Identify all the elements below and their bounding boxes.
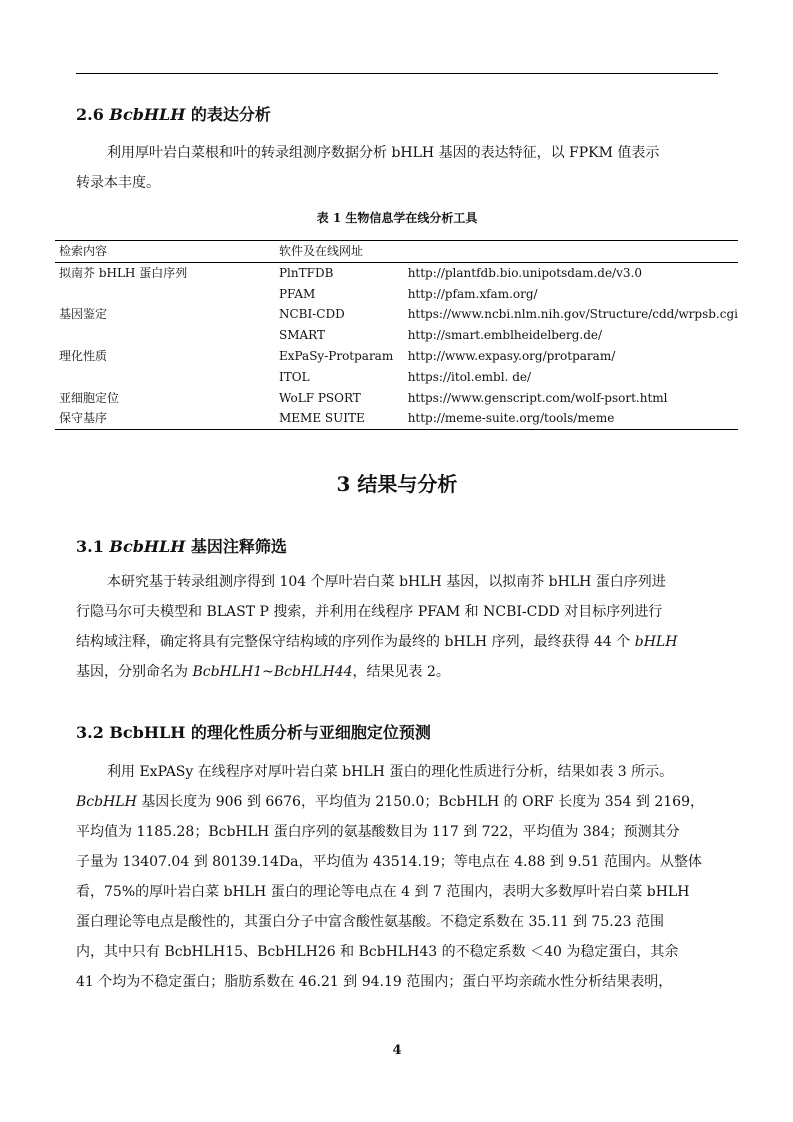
software-cell: SMART: [278, 328, 325, 343]
page-number: 4: [392, 1043, 402, 1058]
table-row: [55, 284, 738, 305]
url-cell: http://www.expasy.org/protparam/: [407, 348, 616, 363]
content-cell: [55, 325, 275, 346]
header-cell-url: [404, 241, 738, 263]
paragraph-line: 结构域注释，确定将具有完整保守结构域的序列作为最终的 bHLH 序列，最终获得 44 个 bHLH: [76, 634, 678, 650]
paragraph-line: 蛋白理论等电点是酸性的，其蛋白分子中富含酸性氨基酸。不稳定系数在 35.11 到 75.23 范围: [76, 914, 664, 930]
url-cell: https://www.ncbi.nlm.nih.gov/Structure/cdd/wrpsb.cgi: [407, 307, 738, 322]
paragraph-line: 行隐马尔可夫模型和 BLAST P 搜索，并利用在线程序 PFAM 和 NCBI-CDD 对目标序列进行: [76, 604, 663, 620]
url-cell: https://itol.embl. de/: [407, 369, 532, 384]
paragraph-line: 转录本丰度。: [76, 175, 160, 191]
url-cell: http://smart.emblheidelberg.de/: [407, 328, 603, 343]
url-cell: http://pfam.xfam.org/: [407, 286, 538, 301]
table-caption: 表 1 生物信息学在线分析工具: [316, 211, 478, 225]
table-row: [55, 408, 738, 429]
table-header-row: [55, 241, 738, 263]
paragraph-2-6: [76, 138, 718, 198]
paragraph-line: 利用 ExPASy 在线程序对厚叶岩白菜 bHLH 蛋白的理化性质进行分析，结果如表 3 所示。: [107, 764, 674, 780]
header-cell-content: 检索内容: [59, 244, 108, 258]
paragraph-3-2: [76, 757, 718, 997]
section-heading-2-6: 2.6 BcbHLH 的表达分析: [76, 105, 271, 124]
paragraph-line: 本研究基于转录组测序得到 104 个厚叶岩白菜 bHLH 基因，以拟南芥 bHLH 蛋白序列进: [107, 574, 666, 590]
software-cell: NCBI-CDD: [278, 307, 345, 322]
url-cell: https://www.genscript.com/wolf-psort.html: [407, 390, 668, 405]
software-cell: ITOL: [278, 369, 310, 384]
content-cell: 拟南芥 bHLH 蛋白序列: [59, 265, 188, 280]
url-cell: http://plantfdb.bio.unipotsdam.de/v3.0: [407, 265, 642, 280]
content-cell: 基因鉴定: [59, 307, 108, 322]
software-cell: MEME SUITE: [275, 408, 404, 429]
header-cell-software: 软件及在线网址: [278, 244, 363, 258]
url-cell: http://meme-suite.org/tools/meme: [404, 408, 738, 429]
table-row: [55, 304, 738, 325]
paragraph-line: 子量为 13407.04 到 80139.14Da，平均值为 43514.19；等电点在 4.88 到 9.51 范围内。从整体: [76, 854, 702, 870]
content-cell: 亚细胞定位: [59, 390, 120, 405]
paragraph-3-1: [76, 567, 718, 687]
content-cell: 保守基序: [55, 408, 275, 429]
section-heading-3-1: 3.1 BcbHLH 基因注释筛选: [76, 537, 287, 556]
tools-table: [55, 240, 738, 430]
paragraph-line: 41 个均为不稳定蛋白；脂肪系数在 46.21 到 94.19 范围内；蛋白平均亲疏水性分析结果表明，: [76, 974, 673, 990]
content-cell: [55, 284, 275, 305]
software-cell: PFAM: [278, 286, 316, 301]
table-row: [55, 325, 738, 346]
paragraph-line: 看，75%的厚叶岩白菜 bHLH 蛋白的理论等电点在 4 到 7 范围内，表明大多数厚叶岩白菜 bHLH: [76, 884, 690, 900]
paragraph-line: 内，其中只有 BcbHLH15、BcbHLH26 和 BcbHLH43 的不稳定系数 ＜40 为稳定蛋白，其余: [76, 944, 679, 960]
table-row: [55, 388, 738, 409]
paragraph-line: 基因，分别命名为 BcbHLH1~BcbHLH44，结果见表 2。: [76, 664, 450, 680]
content-cell: 理化性质: [59, 348, 108, 363]
paragraph-line: 平均值为 1185.28；BcbHLH 蛋白序列的氨基酸数目为 117 到 722，平均值为 384；预测其分: [76, 824, 680, 840]
table-row: [55, 262, 738, 283]
chapter-title: 3 结果与分析: [336, 472, 458, 496]
paragraph-line: 利用厚叶岩白菜根和叶的转录组测序数据分析 bHLH 基因的表达特征，以 FPKM 值表示: [107, 145, 660, 161]
paragraph-line: BcbHLH 基因长度为 906 到 6676，平均值为 2150.0；BcbHLH 的 ORF 长度为 354 到 2169，: [76, 794, 704, 810]
section-heading-3-2: 3.2 BcbHLH 的理化性质分析与亚细胞定位预测: [76, 723, 431, 742]
software-cell: PlnTFDB: [278, 265, 334, 280]
software-cell: ExPaSy-Protparam: [278, 348, 394, 363]
table-row: [55, 367, 738, 388]
software-cell: WoLF PSORT: [278, 390, 361, 405]
content-cell: [55, 367, 275, 388]
header-rule: [76, 73, 718, 74]
table-row: [55, 346, 738, 367]
